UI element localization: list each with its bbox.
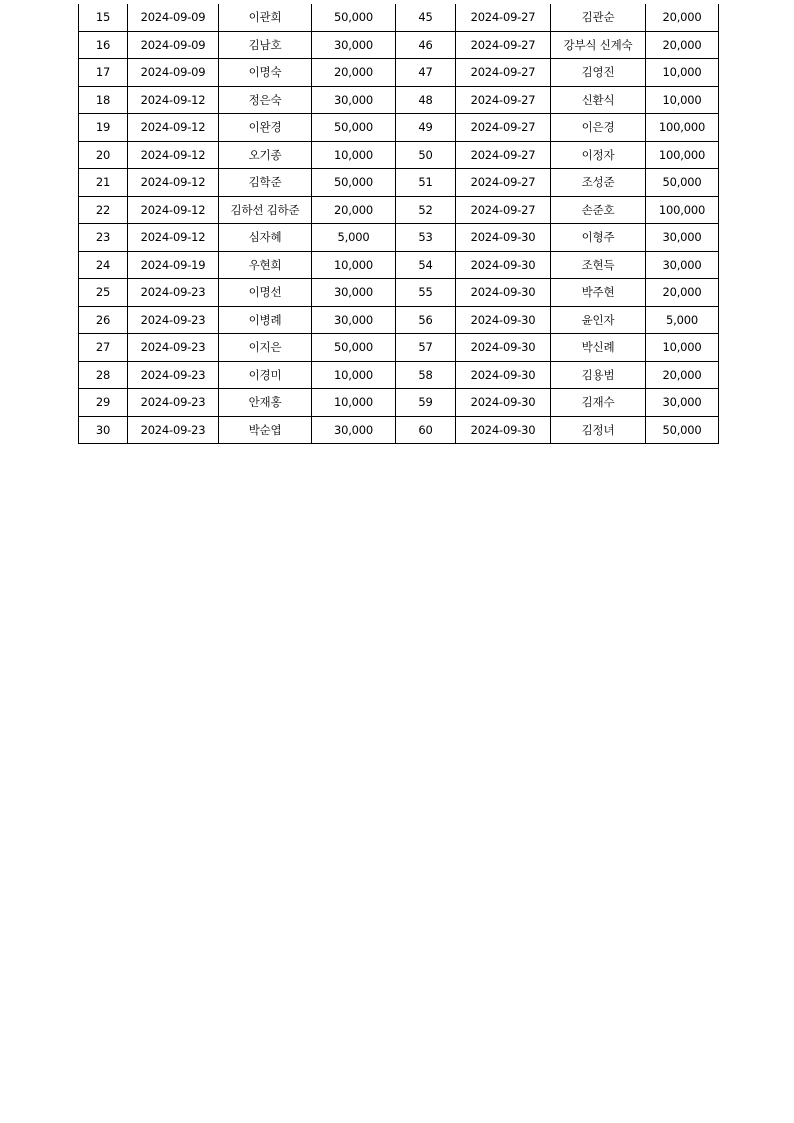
date-cell: 2024-09-30 bbox=[456, 279, 551, 307]
table-row bbox=[79, 141, 719, 169]
donor-name-cell: 이형주 bbox=[551, 224, 646, 252]
donor-name-cell: 이관희 bbox=[219, 4, 312, 31]
donor-name-cell: 안재홍 bbox=[219, 389, 312, 417]
entry-number-cell: 29 bbox=[79, 389, 128, 417]
table-row bbox=[79, 334, 719, 362]
date-cell: 2024-09-19 bbox=[128, 251, 219, 279]
donor-name-cell: 강부식 신계숙 bbox=[551, 31, 646, 59]
amount-cell: 20,000 bbox=[646, 279, 719, 307]
entry-number-cell: 20 bbox=[79, 141, 128, 169]
donor-name-cell: 이정자 bbox=[551, 141, 646, 169]
donation-table-body bbox=[79, 4, 719, 444]
entry-number-cell: 18 bbox=[79, 86, 128, 114]
table-row bbox=[79, 86, 719, 114]
entry-number-cell: 49 bbox=[396, 114, 456, 142]
amount-cell: 100,000 bbox=[646, 141, 719, 169]
date-cell: 2024-09-27 bbox=[456, 31, 551, 59]
amount-cell: 50,000 bbox=[312, 114, 396, 142]
donor-name-cell: 심자혜 bbox=[219, 224, 312, 252]
amount-cell: 10,000 bbox=[646, 86, 719, 114]
date-cell: 2024-09-30 bbox=[456, 334, 551, 362]
date-cell: 2024-09-23 bbox=[128, 334, 219, 362]
donor-name-cell: 조현득 bbox=[551, 251, 646, 279]
amount-cell: 10,000 bbox=[312, 361, 396, 389]
donor-name-cell: 김정녀 bbox=[551, 416, 646, 444]
donor-name-cell: 김재수 bbox=[551, 389, 646, 417]
amount-cell: 30,000 bbox=[312, 306, 396, 334]
entry-number-cell: 23 bbox=[79, 224, 128, 252]
amount-cell: 20,000 bbox=[312, 59, 396, 87]
entry-number-cell: 51 bbox=[396, 169, 456, 197]
table-row bbox=[79, 114, 719, 142]
date-cell: 2024-09-12 bbox=[128, 86, 219, 114]
entry-number-cell: 16 bbox=[79, 31, 128, 59]
donor-name-cell: 김학준 bbox=[219, 169, 312, 197]
amount-cell: 20,000 bbox=[646, 361, 719, 389]
date-cell: 2024-09-27 bbox=[456, 141, 551, 169]
date-cell: 2024-09-30 bbox=[456, 389, 551, 417]
entry-number-cell: 17 bbox=[79, 59, 128, 87]
entry-number-cell: 59 bbox=[396, 389, 456, 417]
amount-cell: 50,000 bbox=[312, 169, 396, 197]
date-cell: 2024-09-23 bbox=[128, 416, 219, 444]
donor-name-cell: 신환식 bbox=[551, 86, 646, 114]
amount-cell: 50,000 bbox=[646, 416, 719, 444]
date-cell: 2024-09-30 bbox=[456, 224, 551, 252]
donor-name-cell: 이완경 bbox=[219, 114, 312, 142]
amount-cell: 100,000 bbox=[646, 114, 719, 142]
entry-number-cell: 58 bbox=[396, 361, 456, 389]
donor-name-cell: 박신례 bbox=[551, 334, 646, 362]
entry-number-cell: 60 bbox=[396, 416, 456, 444]
amount-cell: 50,000 bbox=[312, 334, 396, 362]
entry-number-cell: 21 bbox=[79, 169, 128, 197]
amount-cell: 30,000 bbox=[312, 279, 396, 307]
donor-name-cell: 박순엽 bbox=[219, 416, 312, 444]
table-row bbox=[79, 169, 719, 197]
table-row bbox=[79, 59, 719, 87]
entry-number-cell: 19 bbox=[79, 114, 128, 142]
date-cell: 2024-09-30 bbox=[456, 306, 551, 334]
donor-name-cell: 오기종 bbox=[219, 141, 312, 169]
donor-name-cell: 윤인자 bbox=[551, 306, 646, 334]
amount-cell: 10,000 bbox=[646, 334, 719, 362]
date-cell: 2024-09-12 bbox=[128, 169, 219, 197]
date-cell: 2024-09-27 bbox=[456, 59, 551, 87]
date-cell: 2024-09-30 bbox=[456, 416, 551, 444]
entry-number-cell: 55 bbox=[396, 279, 456, 307]
donor-name-cell: 김관순 bbox=[551, 4, 646, 31]
date-cell: 2024-09-09 bbox=[128, 31, 219, 59]
donation-table bbox=[78, 4, 719, 444]
entry-number-cell: 26 bbox=[79, 306, 128, 334]
amount-cell: 10,000 bbox=[312, 141, 396, 169]
amount-cell: 20,000 bbox=[312, 196, 396, 224]
entry-number-cell: 28 bbox=[79, 361, 128, 389]
date-cell: 2024-09-12 bbox=[128, 141, 219, 169]
donor-name-cell: 이경미 bbox=[219, 361, 312, 389]
entry-number-cell: 52 bbox=[396, 196, 456, 224]
date-cell: 2024-09-30 bbox=[456, 251, 551, 279]
table-row bbox=[79, 389, 719, 417]
entry-number-cell: 47 bbox=[396, 59, 456, 87]
date-cell: 2024-09-12 bbox=[128, 224, 219, 252]
entry-number-cell: 50 bbox=[396, 141, 456, 169]
table-row bbox=[79, 361, 719, 389]
donor-name-cell: 이명숙 bbox=[219, 59, 312, 87]
date-cell: 2024-09-09 bbox=[128, 59, 219, 87]
donor-name-cell: 이명선 bbox=[219, 279, 312, 307]
entry-number-cell: 15 bbox=[79, 4, 128, 31]
donor-name-cell: 정은숙 bbox=[219, 86, 312, 114]
table-row bbox=[79, 31, 719, 59]
table-row bbox=[79, 4, 719, 31]
amount-cell: 30,000 bbox=[646, 251, 719, 279]
date-cell: 2024-09-27 bbox=[456, 196, 551, 224]
date-cell: 2024-09-27 bbox=[456, 4, 551, 31]
table-row bbox=[79, 279, 719, 307]
amount-cell: 30,000 bbox=[312, 86, 396, 114]
entry-number-cell: 45 bbox=[396, 4, 456, 31]
amount-cell: 100,000 bbox=[646, 196, 719, 224]
date-cell: 2024-09-30 bbox=[456, 361, 551, 389]
amount-cell: 30,000 bbox=[646, 224, 719, 252]
date-cell: 2024-09-27 bbox=[456, 114, 551, 142]
table-row bbox=[79, 196, 719, 224]
entry-number-cell: 24 bbox=[79, 251, 128, 279]
donor-name-cell: 이은경 bbox=[551, 114, 646, 142]
date-cell: 2024-09-12 bbox=[128, 196, 219, 224]
entry-number-cell: 56 bbox=[396, 306, 456, 334]
donor-name-cell: 김남호 bbox=[219, 31, 312, 59]
table-row bbox=[79, 416, 719, 444]
table-row bbox=[79, 224, 719, 252]
date-cell: 2024-09-23 bbox=[128, 279, 219, 307]
amount-cell: 30,000 bbox=[312, 416, 396, 444]
donor-name-cell: 조성준 bbox=[551, 169, 646, 197]
table-row bbox=[79, 251, 719, 279]
amount-cell: 30,000 bbox=[312, 31, 396, 59]
table-row bbox=[79, 306, 719, 334]
donor-name-cell: 이지은 bbox=[219, 334, 312, 362]
donor-name-cell: 김영진 bbox=[551, 59, 646, 87]
donor-name-cell: 우현희 bbox=[219, 251, 312, 279]
entry-number-cell: 30 bbox=[79, 416, 128, 444]
amount-cell: 10,000 bbox=[312, 389, 396, 417]
entry-number-cell: 53 bbox=[396, 224, 456, 252]
entry-number-cell: 22 bbox=[79, 196, 128, 224]
entry-number-cell: 54 bbox=[396, 251, 456, 279]
donor-name-cell: 김하선 김하준 bbox=[219, 196, 312, 224]
date-cell: 2024-09-27 bbox=[456, 169, 551, 197]
donor-name-cell: 김용범 bbox=[551, 361, 646, 389]
donor-name-cell: 손준호 bbox=[551, 196, 646, 224]
date-cell: 2024-09-23 bbox=[128, 389, 219, 417]
amount-cell: 20,000 bbox=[646, 4, 719, 31]
entry-number-cell: 48 bbox=[396, 86, 456, 114]
amount-cell: 10,000 bbox=[646, 59, 719, 87]
entry-number-cell: 57 bbox=[396, 334, 456, 362]
amount-cell: 50,000 bbox=[312, 4, 396, 31]
donor-name-cell: 박주현 bbox=[551, 279, 646, 307]
amount-cell: 50,000 bbox=[646, 169, 719, 197]
amount-cell: 10,000 bbox=[312, 251, 396, 279]
date-cell: 2024-09-09 bbox=[128, 4, 219, 31]
date-cell: 2024-09-12 bbox=[128, 114, 219, 142]
amount-cell: 5,000 bbox=[312, 224, 396, 252]
date-cell: 2024-09-27 bbox=[456, 86, 551, 114]
entry-number-cell: 27 bbox=[79, 334, 128, 362]
date-cell: 2024-09-23 bbox=[128, 361, 219, 389]
date-cell: 2024-09-23 bbox=[128, 306, 219, 334]
amount-cell: 5,000 bbox=[646, 306, 719, 334]
entry-number-cell: 25 bbox=[79, 279, 128, 307]
donor-name-cell: 이병례 bbox=[219, 306, 312, 334]
amount-cell: 30,000 bbox=[646, 389, 719, 417]
amount-cell: 20,000 bbox=[646, 31, 719, 59]
entry-number-cell: 46 bbox=[396, 31, 456, 59]
